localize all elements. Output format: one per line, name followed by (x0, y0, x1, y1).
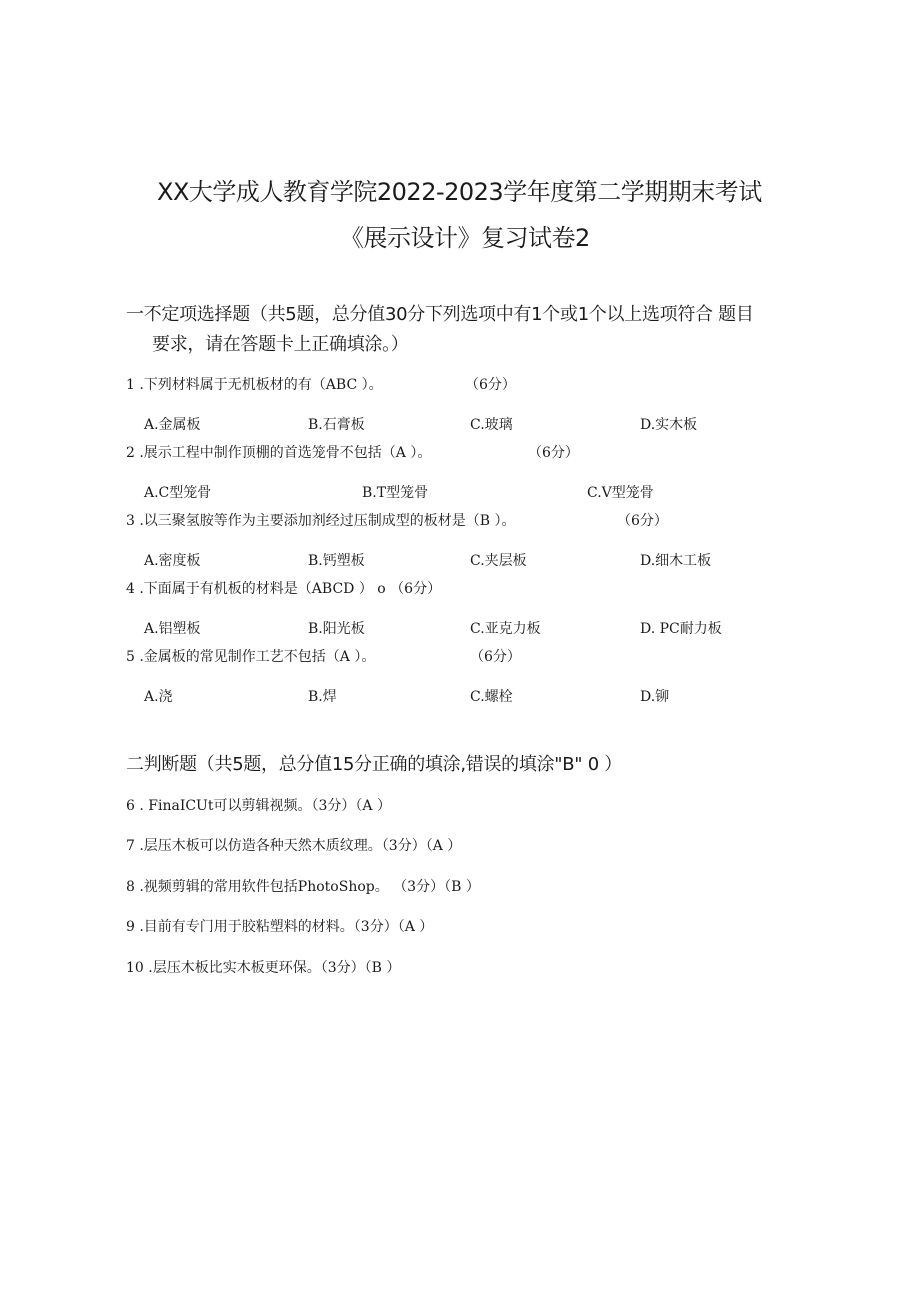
q4-option-c: C.亚克力板 (470, 621, 541, 637)
question-1-score: （6分） (465, 377, 516, 393)
q1-option-b: B.石膏板 (308, 417, 365, 433)
section1-heading-cont: 要求，请在答题卡上正确填涂。） (152, 334, 409, 355)
question-3-score: （6分） (617, 513, 668, 529)
q5-option-d: D.铆 (640, 689, 670, 705)
q1-option-c: C.玻璃 (470, 417, 513, 433)
q2-option-a: A.C型笼骨 (144, 485, 212, 501)
q1-option-d: D.实木板 (640, 417, 698, 433)
question-2-score: （6分） (528, 445, 579, 461)
q5-option-a: A.浇 (144, 689, 173, 705)
tf-item-10: 10 .层压木板比实木板更环保。（3分）（B ） (126, 960, 401, 976)
q3-option-c: C.夹层板 (470, 553, 527, 569)
q3-option-b: B.钙塑板 (308, 553, 365, 569)
question-2: 2 .展示工程中制作顶棚的首选笼骨不包括（A ）。 (126, 445, 432, 461)
q2-option-b: B.T型笼骨 (362, 485, 429, 501)
exam-title-line2: 《展示设计》复习试卷2 (340, 224, 590, 252)
section2-heading: 二判断题（共5题，总分值15分正确的填涂,错误的填涂"B" 0 ） (126, 754, 622, 775)
q5-option-c: C.螺栓 (470, 689, 513, 705)
q4-option-a: A.铝塑板 (144, 621, 201, 637)
tf-item-9: 9 .目前有专门用于胶粘塑料的材料。（3分）（A ） (126, 919, 434, 935)
question-1: 1 .下列材料属于无机板材的有（ABC ）。 (126, 377, 383, 393)
q4-option-d: D. PC耐力板 (640, 621, 722, 637)
tf-item-8: 8 .视频剪辑的常用软件包括PhotoShop。 （3分）（B ） (126, 879, 480, 895)
q5-option-b: B.焊 (308, 689, 337, 705)
q2-option-c: C.V型笼骨 (587, 485, 654, 501)
q3-option-a: A.密度板 (144, 553, 201, 569)
exam-title-line1: XX大学成人教育学院2022-2023学年度第二学期期末考试 (157, 178, 762, 206)
tf-item-6: 6 . FinaICUt可以剪辑视频。（3分）（A ） (126, 798, 391, 814)
section1-heading: 一不定项选择题（共5题，总分值30分下列选项中有1个或1个以上选项符合 题目 (126, 304, 754, 325)
tf-item-7: 7 .层压木板可以仿造各种天然木质纹理。（3分）（A ） (126, 838, 462, 854)
question-5-score: （6分） (470, 649, 521, 665)
question-5: 5 .金属板的常见制作工艺不包括（A ）。 (126, 649, 376, 665)
question-3: 3 .以三聚氢胺等作为主要添加剂经过压制成型的板材是（B ）。 (126, 513, 516, 529)
q3-option-d: D.细木工板 (640, 553, 712, 569)
q4-option-b: B.阳光板 (308, 621, 365, 637)
question-4: 4 .下面属于有机板的材料是（ABCD ） o （6分） (126, 581, 442, 597)
q1-option-a: A.金属板 (144, 417, 201, 433)
